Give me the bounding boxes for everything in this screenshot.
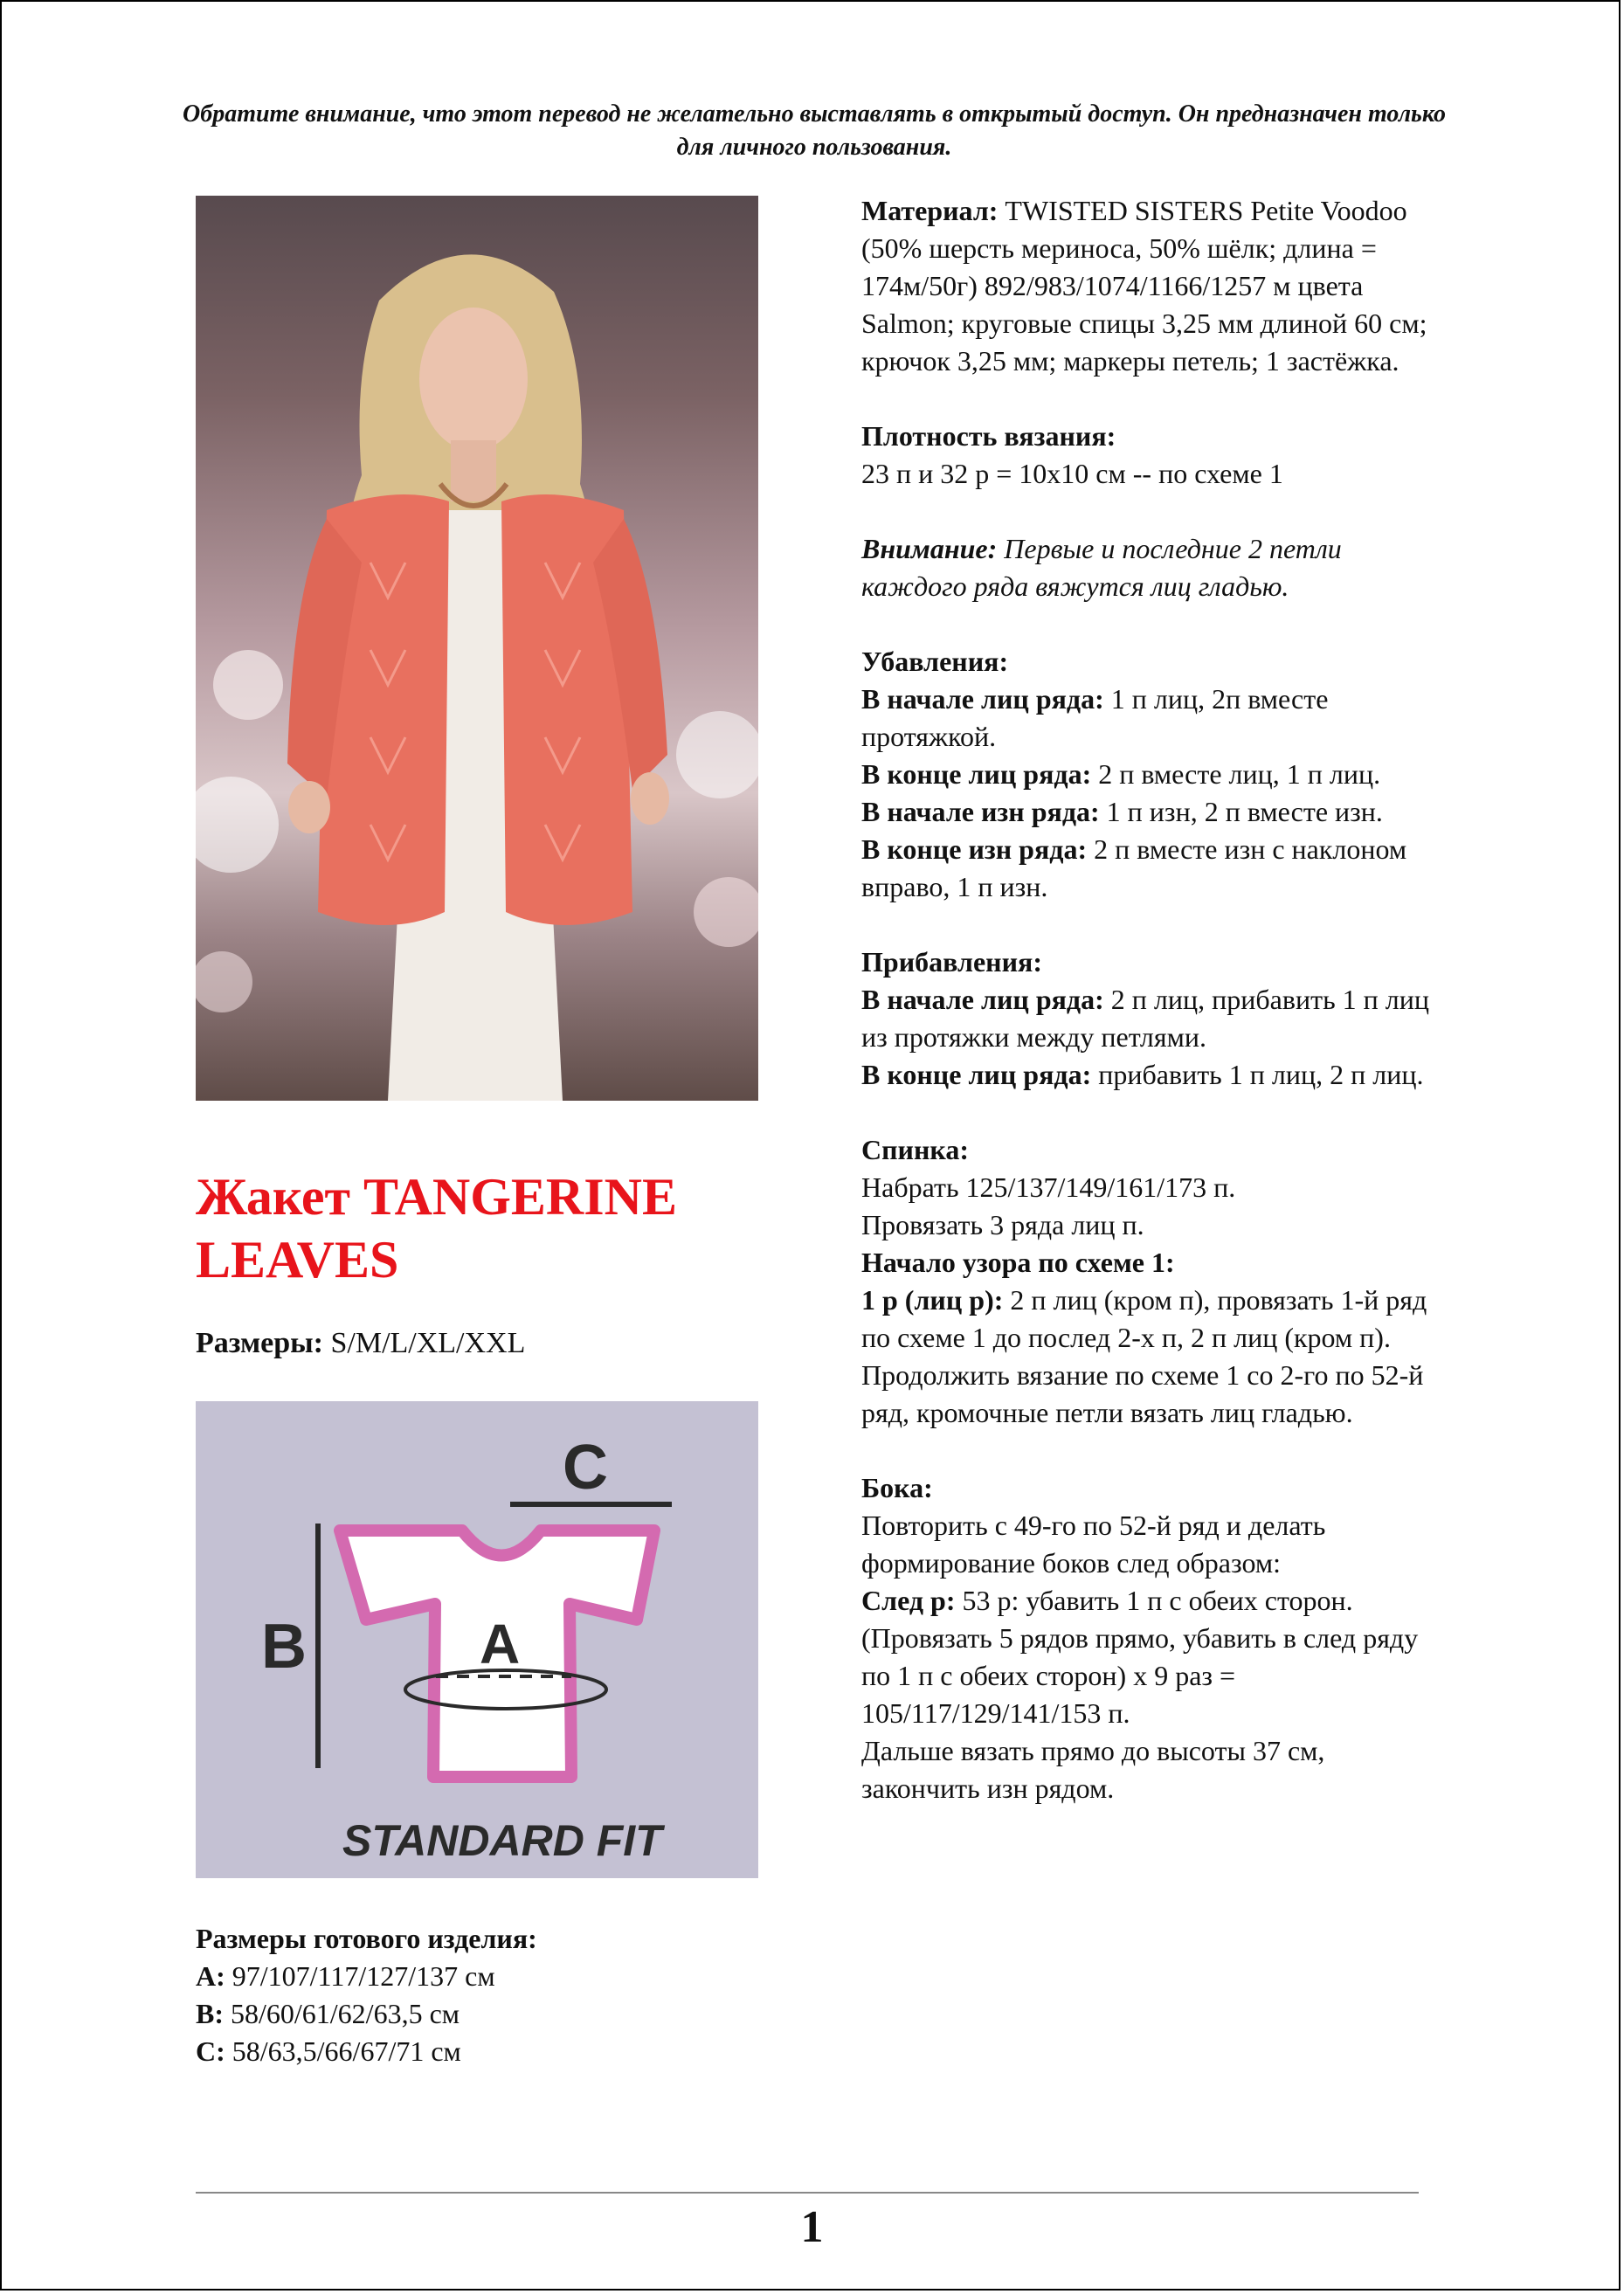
sides-text2: (Провязать 5 рядов прямо, убавить в след ряду по 1 п с обеих сторон) х 9 раз = 105/117/129/141/153 п. [861, 1622, 1419, 1729]
attention-label: Внимание: [861, 533, 998, 564]
decreases-section [861, 643, 1438, 906]
inc-rs-start-label: В начале лиц ряда: [861, 984, 1104, 1015]
sides-section [861, 1469, 1438, 1807]
back-rows: Провязать 3 ряда лиц п. [861, 1209, 1144, 1240]
back-heading: Спинка: [861, 1134, 970, 1165]
label-c: C [563, 1433, 608, 1503]
measure-b-value: 58/60/61/62/63,5 см [224, 1998, 460, 2029]
dec-rs-end-text: 2 п вместе лиц, 1 п лиц. [1091, 758, 1381, 790]
gauge-label: Плотность вязания: [861, 420, 1116, 452]
finished-measurements [196, 1920, 755, 2070]
instructions-column [861, 192, 1438, 1807]
inc-rs-end-text: прибавить 1 п лиц, 2 п лиц. [1091, 1059, 1424, 1090]
footer-divider [196, 2192, 1419, 2194]
finished-heading: Размеры готового изделия: [196, 1923, 537, 1954]
back-section [861, 1131, 1438, 1432]
measure-b-label: B: [196, 1998, 224, 2029]
gauge-section [861, 418, 1438, 493]
label-a: A [480, 1613, 521, 1676]
label-b: B [261, 1612, 307, 1682]
pattern-title [196, 1165, 790, 1291]
increases-section [861, 943, 1438, 1094]
sides-text1: Повторить с 49-го по 52-й ряд и делать формирование боков след образом: [861, 1510, 1326, 1579]
inc-rs-end-label: В конце лиц ряда: [861, 1059, 1092, 1090]
measure-c-label: C: [196, 2035, 225, 2067]
attention-section [861, 530, 1438, 605]
pattern-title-line1: Жакет TANGERINE [196, 1168, 677, 1226]
material-text: TWISTED SISTERS Petite Voodoo (50% шерсть мериноса, 50% шёлк; длина = 174м/50г) 892/983/1074/1166/1257 м цвета Salmon; круговые спицы 3,25 мм длиной 60 см; крючок 3,25 мм; маркеры петель; 1 застёжка. [861, 195, 1427, 377]
sizes-label: Размеры: [196, 1327, 323, 1359]
dec-ws-start-text: 1 п изн, 2 п вместе изн. [1099, 796, 1383, 827]
dec-ws-end-label: В конце изн ряда: [861, 833, 1088, 865]
dec-rs-start-label: В начале лиц ряда: [861, 683, 1104, 715]
measure-c-value: 58/63,5/66/67/71 см [225, 2035, 461, 2067]
back-cast-on: Набрать 125/137/149/161/173 п. [861, 1171, 1236, 1203]
measure-a-label: A: [196, 1960, 225, 1992]
back-pattern-start: Начало узора по схеме 1: [861, 1247, 1175, 1278]
dec-ws-end-text: 2 п вместе изн с наклоном вправо, 1 п изн. [861, 833, 1407, 902]
pattern-title-line2: LEAVES [196, 1231, 399, 1289]
gauge-text: 23 п и 32 р = 10х10 см -- по схеме 1 [861, 458, 1283, 489]
attention-text: Первые и последние 2 петли каждого ряда вяжутся лиц гладью. [861, 533, 1342, 602]
measure-a-value: 97/107/117/127/137 см [225, 1960, 495, 1992]
fit-diagram-drawing [196, 1401, 758, 1878]
back-row1-text: 2 п лиц (кром п), провязать 1-й ряд по схеме 1 до послед 2-х п, 2 п лиц (кром п). [861, 1284, 1427, 1353]
material-label: Материал: [861, 195, 999, 226]
fit-diagram [196, 1401, 758, 1878]
dec-rs-start-text: 1 п лиц, 2п вместе протяжкой. [861, 683, 1329, 752]
sizes-value: S/M/L/XL/XXL [322, 1327, 526, 1359]
decreases-heading: Убавления: [861, 646, 1009, 677]
increases-heading: Прибавления: [861, 946, 1042, 978]
sides-next-text: 53 р: убавить 1 п с обеих сторон. [955, 1585, 1353, 1616]
fit-caption: STANDARD FIT [342, 1816, 662, 1865]
model-photo-illustration [196, 196, 758, 1101]
copyright-notice: Обратите внимание, что этот перевод не желательно выставлять в открытый доступ. Он предназначен только для личного пользования. [183, 100, 1446, 161]
dec-ws-start-label: В начале изн ряда: [861, 796, 1100, 827]
back-continue: Продолжить вязание по схеме 1 со 2-го по 52-й ряд, кромочные петли вязать лиц гладью. [861, 1359, 1424, 1428]
sides-text3: Дальше вязать прямо до высоты 37 см, закончить изн рядом. [861, 1735, 1325, 1804]
dec-rs-end-label: В конце лиц ряда: [861, 758, 1092, 790]
inc-rs-start-text: 2 п лиц, прибавить 1 п лиц из протяжки между петлями. [861, 984, 1429, 1053]
material-section [861, 192, 1438, 380]
model-photo [196, 196, 758, 1101]
page-number: 1 [800, 2202, 824, 2252]
back-row1-label: 1 р (лиц р): [861, 1284, 1004, 1316]
sizes-line [196, 1325, 525, 1362]
sides-next-label: След р: [861, 1585, 956, 1616]
sides-heading: Бока: [861, 1472, 933, 1503]
